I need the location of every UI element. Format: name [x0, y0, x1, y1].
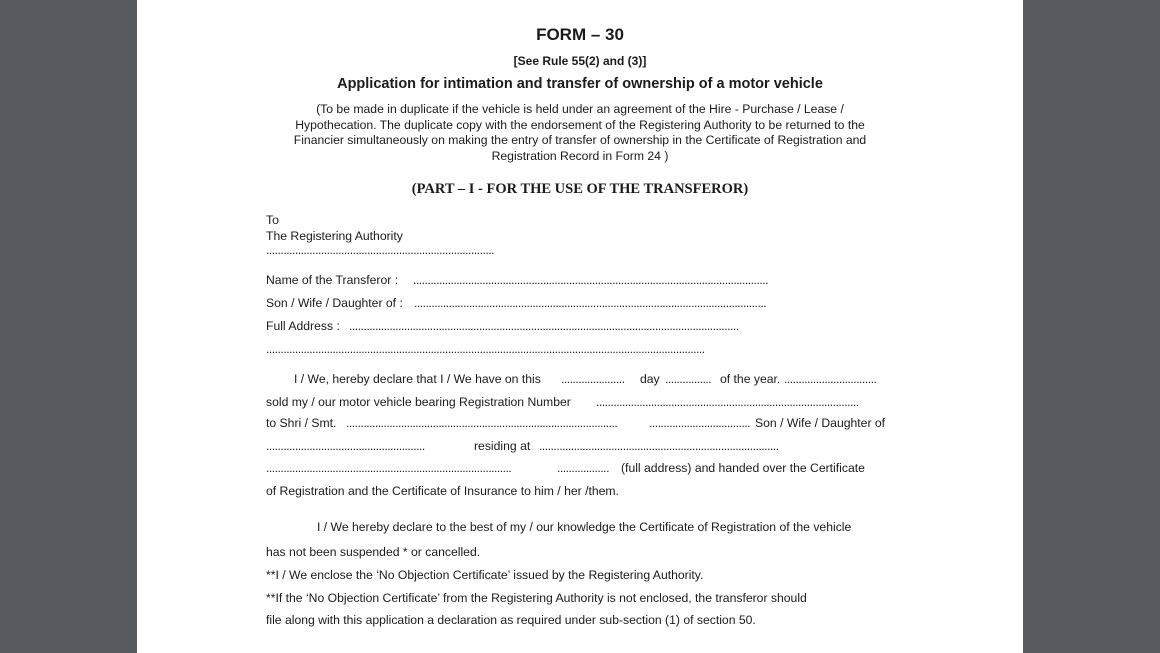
- statement-1: I / We hereby declare to the best of my / our knowledge the Certificate of Registration of the vehicle: [317, 520, 852, 534]
- intro-line-2: Hypothecation. The duplicate copy with the endorsement of the Registering Authority to be returned to the: [295, 118, 865, 132]
- transferor-name-label: Name of the Transferor :: [266, 273, 399, 287]
- transferee-relation-field[interactable]: .......................................................: [266, 439, 425, 453]
- document-page: [137, 0, 1023, 653]
- declaration-text-3: to Shri / Smt.: [266, 416, 337, 430]
- authority-blank-line: ...............................................................................: [266, 243, 495, 257]
- declaration-text-5: (full address) and handed over the Certificate: [621, 461, 865, 475]
- declaration-text-2: sold my / our motor vehicle bearing Registration Number: [266, 395, 571, 409]
- full-address-label: Full Address :: [266, 319, 340, 333]
- full-address-field[interactable]: .......................................................................................................................................: [349, 319, 739, 333]
- transferor-name-field[interactable]: ...........................................................................................................................: [413, 273, 768, 287]
- statement-5: file along with this application a declaration as required under sub-section (1) of section 50.: [266, 613, 756, 627]
- transferee-extra-field[interactable]: ...................................: [649, 416, 751, 430]
- intro-line-1: (To be made in duplicate if the vehicle is held under an agreement of the Hire - Purchase / Lease /: [316, 102, 844, 116]
- rule-reference: [See Rule 55(2) and (3)]: [513, 54, 647, 68]
- statement-3: **I / We enclose the ‘No Objection Certificate’ issued by the Registering Authority.: [266, 568, 704, 582]
- statement-4: **If the ‘No Objection Certificate’ from the Registering Authority is not enclosed, the transferor should: [266, 591, 807, 605]
- declaration-text-3b: Son / Wife / Daughter of: [755, 416, 886, 430]
- declaration-text-6: of Registration and the Certificate of Insurance to him / her /them.: [266, 484, 619, 498]
- relation-field[interactable]: ..........................................................................................................................: [414, 296, 767, 310]
- date-day-field[interactable]: ......................: [561, 372, 625, 386]
- residing-at-label: residing at: [474, 439, 531, 453]
- transferee-name-field[interactable]: ..............................................................................................: [346, 416, 618, 430]
- full-address-field-line-2[interactable]: ........................................................................................................................................................: [266, 342, 705, 356]
- transferee-address-field[interactable]: .....................................................................................: [266, 461, 512, 475]
- form-heading: Application for intimation and transfer of ownership of a motor vehicle: [337, 76, 823, 92]
- relation-label: Son / Wife / Daughter of :: [266, 296, 403, 310]
- registering-authority-label: The Registering Authority: [266, 229, 403, 243]
- month-field[interactable]: ................: [665, 372, 712, 386]
- to-label: To: [266, 213, 279, 227]
- intro-line-4: Registration Record in Form 24 ): [491, 149, 669, 163]
- declaration-text-1: I / We, hereby declare that I / We have on this: [294, 372, 541, 386]
- year-label: of the year.: [720, 372, 781, 386]
- year-field[interactable]: ................................: [784, 372, 877, 386]
- intro-line-3: Financier simultaneously on making the entry of transfer of ownership in the Certificate of Registration and: [293, 133, 867, 147]
- form-title: FORM – 30: [536, 25, 624, 44]
- transferee-address-field-2[interactable]: ..................: [557, 461, 609, 475]
- residing-address-field[interactable]: ...................................................................................: [539, 439, 779, 453]
- registration-number-field[interactable]: ...........................................................................................: [596, 395, 859, 409]
- statement-2: has not been suspended * or cancelled.: [266, 545, 481, 559]
- part-title: (PART – I - FOR THE USE OF THE TRANSFEROR): [411, 181, 749, 197]
- day-label: day: [640, 372, 660, 386]
